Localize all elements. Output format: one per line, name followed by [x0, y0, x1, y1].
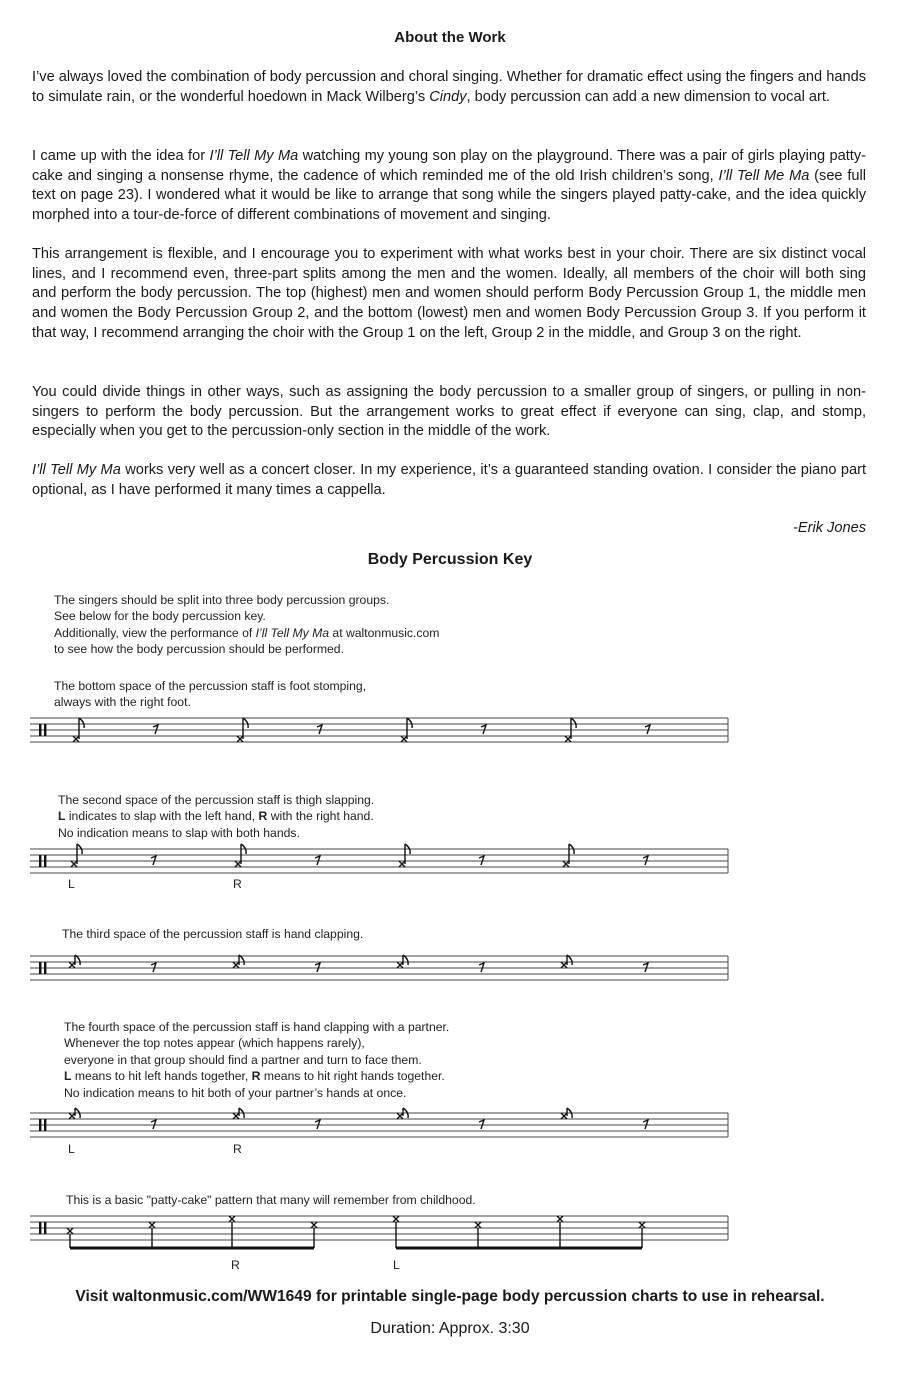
about-title: About the Work: [394, 29, 506, 46]
pattycake-staff: [30, 1214, 734, 1254]
key-intro: The singers should be split into three body percussion groups. See below for the body percussion key. Additionally, view the performance of I’ll Tell My Ma at waltonmusic.com to see how the body percussion should be performed.: [54, 593, 440, 657]
pattycake-note: [475, 1222, 481, 1228]
pattycake-label-right: R: [231, 1258, 240, 1272]
about-paragraph-5: I’ll Tell My Ma works very well as a concert closer. In my experience, it’s a guaranteed standing ovation. I consider the piano part optional, as I have performed it many times a cappella.: [32, 462, 866, 498]
pattycake-note: [557, 1216, 563, 1222]
pattycake-note: [229, 1216, 235, 1222]
partner-staff: [30, 1107, 734, 1141]
pattycake-note: [149, 1222, 155, 1228]
thigh-staff: [30, 843, 734, 877]
thigh-description: The second space of the percussion staff is thigh slapping. L indicates to slap with the left hand, R with the right hand. No indication means to slap with both hands.: [58, 793, 375, 840]
pattycake-description: This is a basic "patty-cake" pattern that many will remember from childhood.: [66, 1193, 476, 1207]
pattycake-note: [639, 1222, 645, 1228]
pattycake-note: [67, 1228, 73, 1234]
partner-description: The fourth space of the percussion staff is hand clapping with a partner. Whenever the top notes appear (which happens rarely), everyone in that group should find a partner and turn to face them. L means to hit left hands together, R means to hit right hands together. No indication means to hit both of your partner’s hands at once.: [64, 1020, 450, 1100]
partner-label-left: L: [68, 1142, 75, 1156]
pattycake-note: [311, 1222, 317, 1228]
about-paragraph-3: This arrangement is flexible, and I encourage you to experiment with what works best in your choir. There are six distinct vocal lines, and I recommend even, three-part splits among the men and the women. Ideally, all members of the choir will both sing and perform the body percussion. The top (highest) men and women should perform Body Percussion Group 1, the middle men and women the Body Percussion Group 2, and the bottom (lowest) men and women Body Percussion Group 3. If you perform it that way, I recommend arranging the choir with the Group 1 on the left, Group 2 in the middle, and Group 3 on the right.: [32, 246, 866, 341]
partner-label-right: R: [233, 1142, 242, 1156]
stomp-description: The bottom space of the percussion staff is foot stomping, always with the right foot.: [54, 679, 367, 710]
clap-staff: [30, 950, 734, 984]
key-title: Body Percussion Key: [367, 551, 533, 568]
pattycake-note: [393, 1216, 399, 1222]
duration: Duration: Approx. 3:30: [370, 1320, 530, 1337]
about-paragraph-2: I came up with the idea for I’ll Tell My Ma watching my young son play on the playground. There was a pair of girls playing patty-cake and singing a nonsense rhyme, the cadence of which reminded me of the old Irish children’s song, I’ll Tell Me Ma (see full text on page 23). I wondered what it would be like to arrange that song while the singers played patty-cake, and the idea quickly morphed into a tour-de-force of different combinations of movement and singing.: [32, 148, 867, 224]
pattycake-label-left: L: [393, 1258, 400, 1272]
beam: [70, 1247, 314, 1250]
thigh-label-right: R: [233, 877, 242, 891]
stomp-staff: [30, 712, 734, 754]
beam: [396, 1247, 642, 1250]
visit-note: Visit waltonmusic.com/WW1649 for printable single-page body percussion charts to use in rehearsal.: [75, 1288, 825, 1305]
clap-description: The third space of the percussion staff is hand clapping.: [62, 927, 364, 941]
about-paragraph-4: You could divide things in other ways, such as assigning the body percussion to a smaller group of singers, or pulling in non-singers to perform the body percussion. But the arrangement works to great effect if everyone can sing, clap, and stomp, especially when you get to the percussion-only section in the middle of the work.: [32, 384, 866, 440]
about-paragraph-1: I’ve always loved the combination of body percussion and choral singing. Whether for dramatic effect using the fingers and hands to simulate rain, or the wonderful hoedown in Mack Wilberg’s Cindy, body percussion can add a new dimension to vocal art.: [32, 69, 866, 105]
signature: -Erik Jones: [793, 520, 866, 536]
thigh-label-left: L: [68, 877, 75, 891]
